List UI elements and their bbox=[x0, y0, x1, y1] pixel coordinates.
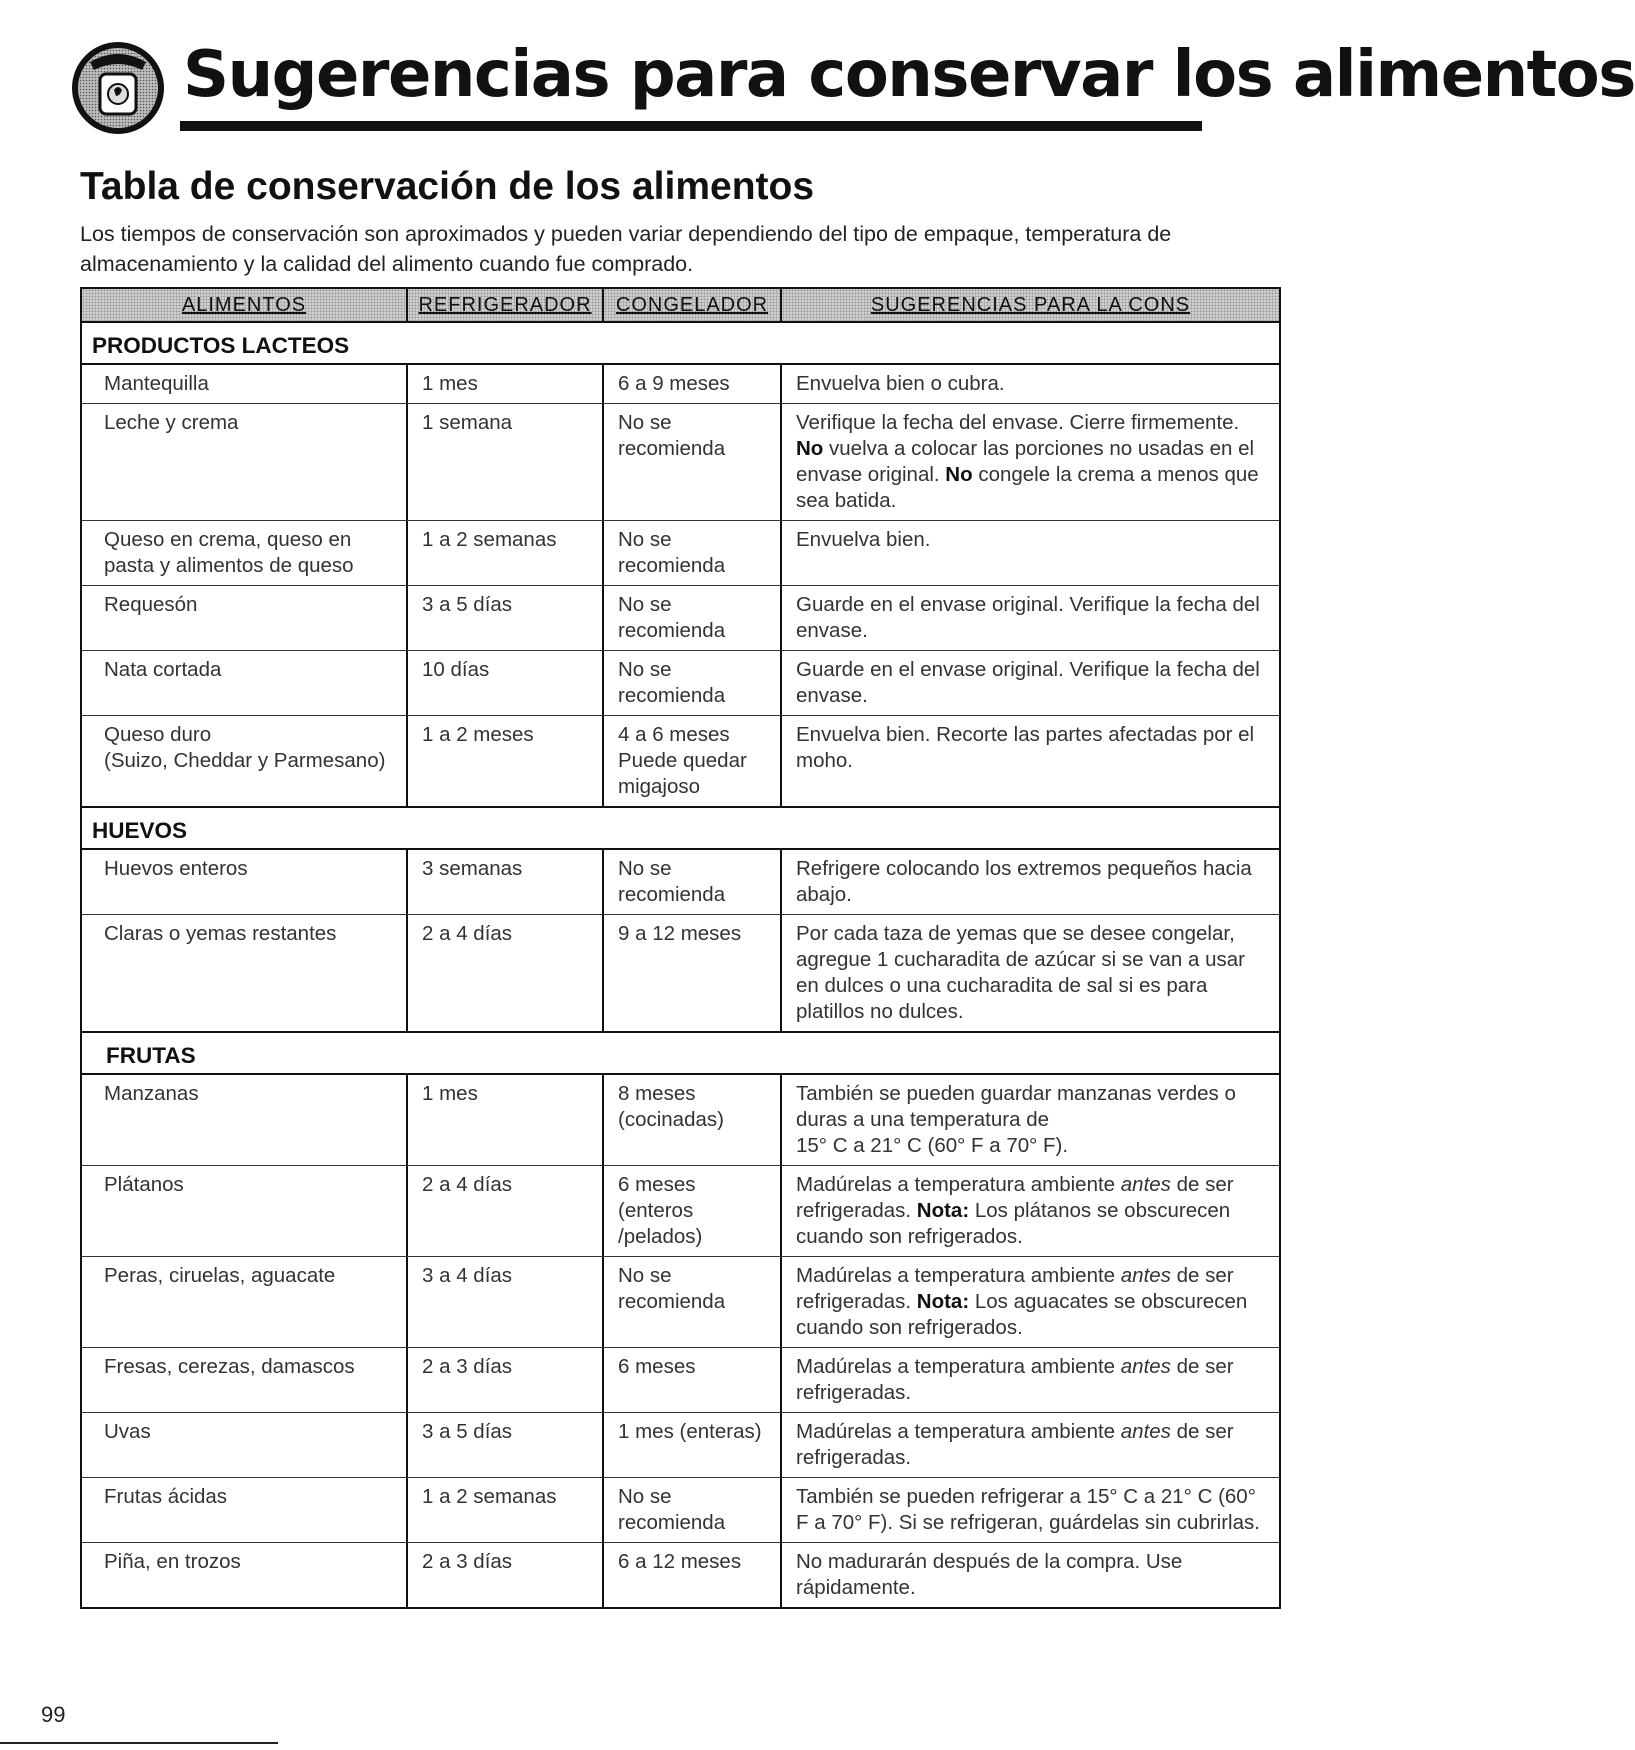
food-cell: Huevos enteros bbox=[104, 857, 248, 880]
freezer-cell: No se recomienda bbox=[602, 586, 780, 650]
table-row bbox=[82, 1166, 1279, 1257]
refrigerator-cell: 3 semanas bbox=[406, 850, 602, 914]
tips-cell: Madúrelas a temperatura ambiente antes de ser refrigeradas. Nota: Los aguacates se obscurecen cuando son refrigerados. bbox=[780, 1257, 1279, 1347]
table-row bbox=[82, 586, 1279, 651]
refrigerator-cell: 1 mes bbox=[406, 1075, 602, 1165]
freezer-cell: 6 meses bbox=[602, 1348, 780, 1412]
food-cell: Manzanas bbox=[104, 1082, 199, 1105]
freezer-cell: No se recomienda bbox=[602, 651, 780, 715]
freezer-cell: No se recomienda bbox=[602, 521, 780, 585]
food-cell: Queso en crema, queso en pasta y alimentos de queso bbox=[104, 528, 354, 577]
tips-cell: Envuelva bien o cubra. bbox=[780, 365, 1279, 403]
freezer-cell: 6 a 9 meses bbox=[602, 365, 780, 403]
freezer-cell: 8 meses (cocinadas) bbox=[602, 1075, 780, 1165]
table-row bbox=[82, 716, 1279, 806]
food-cell: Plátanos bbox=[104, 1173, 184, 1196]
page-title: Sugerencias para conservar los alimentos bbox=[183, 38, 1635, 112]
table-row bbox=[82, 521, 1279, 586]
freezer-cell: 1 mes (enteras) bbox=[602, 1413, 780, 1477]
tips-cell: Guarde en el envase original. Verifique la fecha del envase. bbox=[780, 586, 1279, 650]
tips-cell: También se pueden refrigerar a 15° C a 21° C (60° F a 70° F). Si se refrigeran, guárdelas sin cubrirlas. bbox=[780, 1478, 1279, 1542]
refrigerator-tip-icon bbox=[70, 40, 166, 136]
refrigerator-cell: 2 a 4 días bbox=[406, 1166, 602, 1256]
food-cell: Requesón bbox=[104, 593, 198, 616]
table-row bbox=[82, 850, 1279, 915]
tips-cell: También se pueden guardar manzanas verdes o duras a una temperatura de 15° C a 21° C (60° F a 70° F). bbox=[780, 1075, 1279, 1165]
category-rows bbox=[82, 365, 1279, 806]
freezer-cell: No se recomienda bbox=[602, 850, 780, 914]
tips-cell: No madurarán después de la compra. Use rápidamente. bbox=[780, 1543, 1279, 1607]
refrigerator-cell: 1 a 2 meses bbox=[406, 716, 602, 806]
freezer-cell: 6 a 12 meses bbox=[602, 1543, 780, 1607]
table-row bbox=[82, 1075, 1279, 1166]
table-row bbox=[82, 404, 1279, 521]
freezer-cell: 6 meses (enteros /pelados) bbox=[602, 1166, 780, 1256]
food-cell: Frutas ácidas bbox=[104, 1485, 228, 1508]
category-rows bbox=[82, 1075, 1279, 1607]
title-underline bbox=[180, 121, 1202, 131]
tips-cell: Por cada taza de yemas que se desee congelar, agregue 1 cucharadita de azúcar si se van a usar en dulces o una cucharadita de sal si es para platillos no dulces. bbox=[780, 915, 1279, 1031]
tips-cell: Envuelva bien. bbox=[780, 521, 1279, 585]
food-cell: Mantequilla bbox=[104, 372, 209, 395]
refrigerator-cell: 2 a 4 días bbox=[406, 915, 602, 1031]
refrigerator-cell: 2 a 3 días bbox=[406, 1543, 602, 1607]
footer-rule bbox=[0, 1742, 278, 1744]
table-row bbox=[82, 1348, 1279, 1413]
refrigerator-cell: 10 días bbox=[406, 651, 602, 715]
tips-cell: Madúrelas a temperatura ambiente antes de ser refrigeradas. bbox=[780, 1413, 1279, 1477]
food-cell: Peras, ciruelas, aguacate bbox=[104, 1264, 336, 1287]
table-header-row bbox=[82, 289, 1279, 321]
food-cell: Nata cortada bbox=[104, 658, 222, 681]
page-number: 99 bbox=[41, 1702, 66, 1727]
tips-cell: Madúrelas a temperatura ambiente antes de ser refrigeradas. Nota: Los plátanos se obscurecen cuando son refrigerados. bbox=[780, 1166, 1279, 1256]
category-row: PRODUCTOS LACTEOS bbox=[82, 321, 1279, 365]
page-header bbox=[70, 28, 1635, 140]
freezer-cell: No se recomienda bbox=[602, 1257, 780, 1347]
refrigerator-cell: 3 a 4 días bbox=[406, 1257, 602, 1347]
refrigerator-cell: 2 a 3 días bbox=[406, 1348, 602, 1412]
table-row bbox=[82, 915, 1279, 1031]
table-row bbox=[82, 365, 1279, 404]
table-row bbox=[82, 1543, 1279, 1607]
freezer-cell: No se recomienda bbox=[602, 404, 780, 520]
table-row bbox=[82, 1413, 1279, 1478]
refrigerator-cell: 1 semana bbox=[406, 404, 602, 520]
tips-cell: Verifique la fecha del envase. Cierre firmemente. No vuelva a colocar las porciones no usadas en el envase original. No congele la crema a menos que sea batida. bbox=[780, 404, 1279, 520]
food-storage-table bbox=[80, 287, 1281, 1609]
refrigerator-cell: 3 a 5 días bbox=[406, 586, 602, 650]
table-row bbox=[82, 1257, 1279, 1348]
table-row bbox=[82, 1478, 1279, 1543]
category-rows bbox=[82, 850, 1279, 1031]
food-cell: Queso duro (Suizo, Cheddar y Parmesano) bbox=[104, 723, 386, 772]
header-sugerencias: SUGERENCIAS PARA LA CONS bbox=[780, 289, 1279, 321]
refrigerator-cell: 1 a 2 semanas bbox=[406, 521, 602, 585]
refrigerator-cell: 1 mes bbox=[406, 365, 602, 403]
food-cell: Leche y crema bbox=[104, 411, 239, 434]
freezer-cell: No se recomienda bbox=[602, 1478, 780, 1542]
intro-paragraph: Los tiempos de conservación son aproximados y pueden variar dependiendo del tipo de empaque, temperatura de almacenamiento y la calidad del alimento cuando fue comprado. bbox=[80, 222, 1172, 276]
tips-cell: Refrigere colocando los extremos pequeños hacia abajo. bbox=[780, 850, 1279, 914]
tips-cell: Envuelva bien. Recorte las partes afectadas por el moho. bbox=[780, 716, 1279, 806]
section-title: Tabla de conservación de los alimentos bbox=[80, 165, 815, 208]
food-cell: Fresas, cerezas, damascos bbox=[104, 1355, 355, 1378]
food-cell: Piña, en trozos bbox=[104, 1550, 241, 1573]
refrigerator-cell: 3 a 5 días bbox=[406, 1413, 602, 1477]
category-row: FRUTAS bbox=[82, 1031, 1279, 1075]
header-alimentos: ALIMENTOS bbox=[82, 289, 406, 321]
header-congelador: CONGELADOR bbox=[602, 289, 780, 321]
tips-cell: Madúrelas a temperatura ambiente antes de ser refrigeradas. bbox=[780, 1348, 1279, 1412]
tips-cell: Guarde en el envase original. Verifique la fecha del envase. bbox=[780, 651, 1279, 715]
table-row bbox=[82, 651, 1279, 716]
freezer-cell: 4 a 6 meses Puede quedar migajoso bbox=[602, 716, 780, 806]
category-row: HUEVOS bbox=[82, 806, 1279, 850]
food-cell: Claras o yemas restantes bbox=[104, 922, 337, 945]
freezer-cell: 9 a 12 meses bbox=[602, 915, 780, 1031]
header-refrigerador: REFRIGERADOR bbox=[406, 289, 602, 321]
food-cell: Uvas bbox=[104, 1420, 151, 1443]
table-body bbox=[82, 321, 1279, 1607]
refrigerator-cell: 1 a 2 semanas bbox=[406, 1478, 602, 1542]
